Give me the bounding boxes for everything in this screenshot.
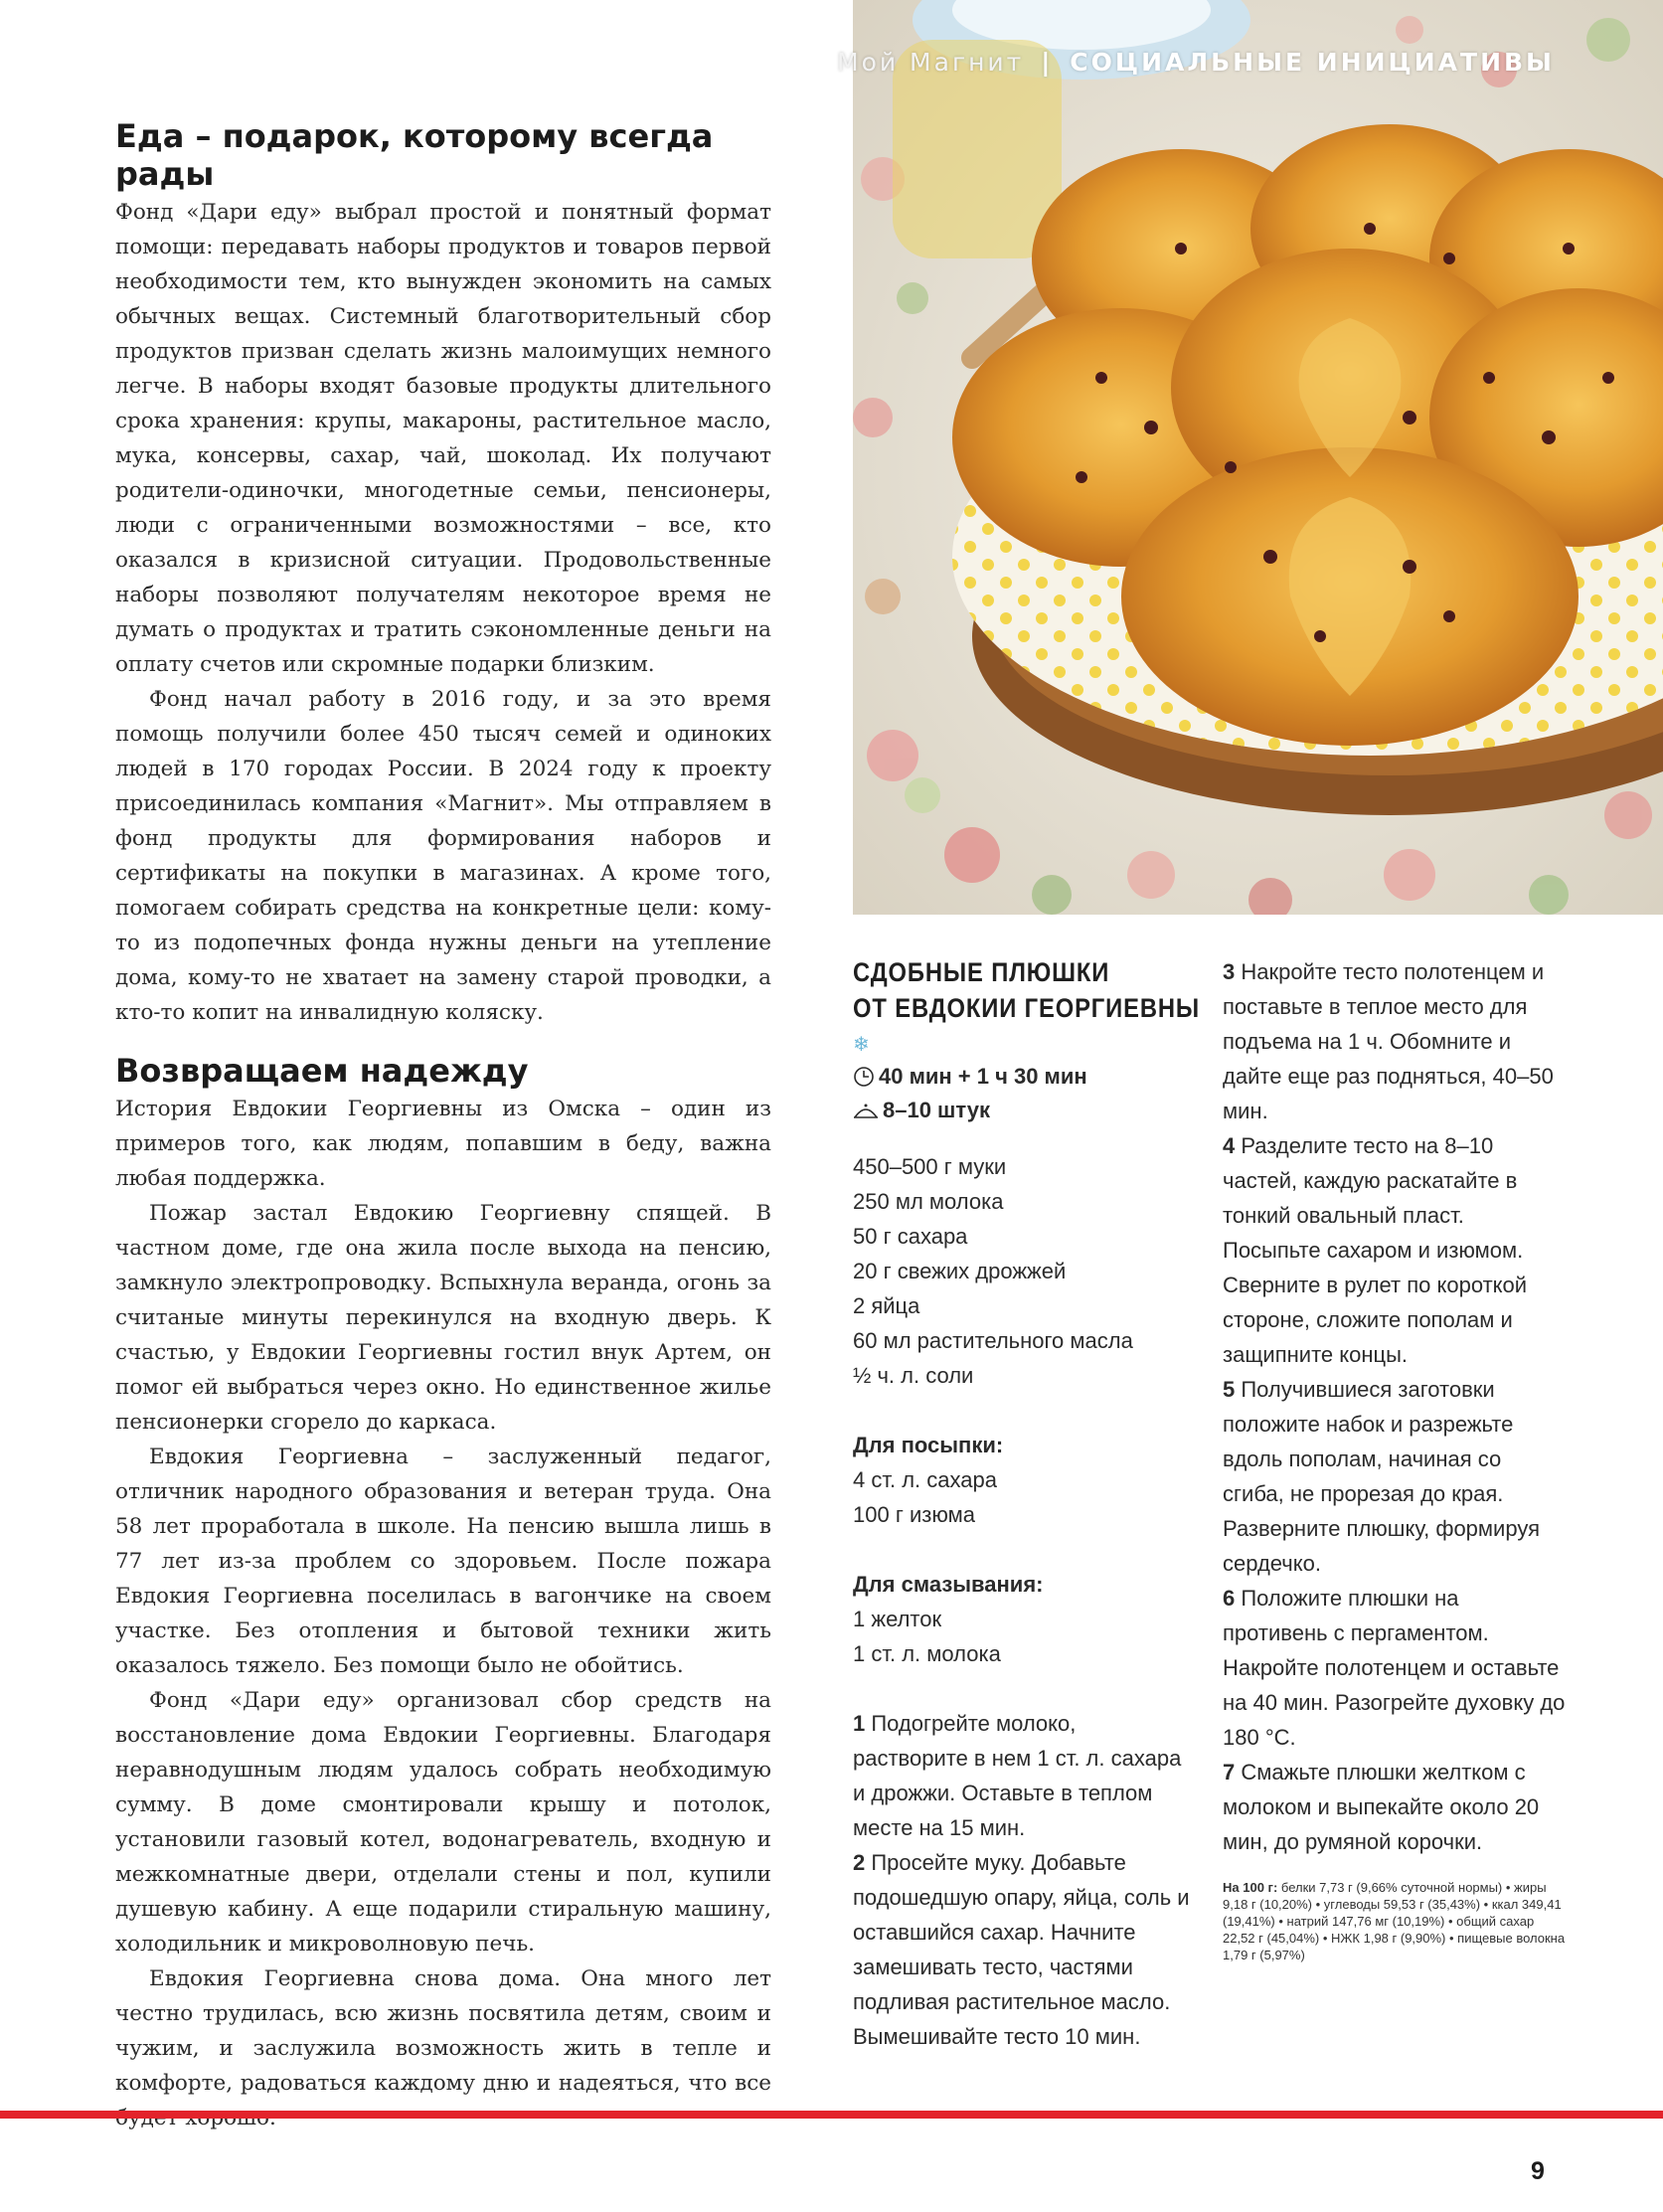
recipe-step: 7 Смажьте плюшки желтком с молоком и выпекайте около 20 мин, до румяной корочки.: [1223, 1760, 1540, 1854]
recipe-column-1: [853, 954, 1201, 2054]
snowflake-icon: ❄: [853, 1034, 870, 1056]
ingredient: 450–500 г муки: [853, 1154, 1007, 1179]
article-paragraph: Пожар застал Евдокию Георгиевну спящей. В частном доме, где она жила после выхода на пенсию, замкнуло электропроводку. Вспыхнула веранда, огонь за считаные минуты перекинулся на входную дверь. К счастью, у Евдокии Георгиевны гостил внук Артем, он помог ей выбраться через окно. Но единственное жилье пенсионерки сгорело до каркаса.: [115, 1201, 771, 1435]
article-paragraph: Фонд «Дари еду» выбрал простой и понятный формат помощи: передавать наборы продуктов и товаров первой необходимости тем, кто вынужден экономить на самых обычных вещах. Системный благотворительный сбор продуктов призван сделать жизнь малоимущих немного легче. В наборы входят базовые продукты длительного срока хранения: крупы, макароны, растительное масло, мука, консервы, сахар, чай, шоколад. Их получают родители-одиночки, многодетные семьи, пенсионеры, люди с ограниченными возможностями – все, кто оказался в кризисной ситуации. Продовольственные наборы позволяют получателям некоторое время не думать о продуктах и тратить сэкономленные деньги на оплату счетов или скромные подарки близким.: [115, 200, 771, 677]
ingredient: 2 яйца: [853, 1293, 920, 1318]
nutrition-info: [1223, 1879, 1566, 1963]
recipe-steps-part-1: [853, 1706, 1196, 2054]
glaze-heading: Для смазывания:: [853, 1572, 1044, 1597]
servings-value: 8–10 штук: [883, 1098, 990, 1122]
nutrition-label: На 100 г:: [1223, 1880, 1278, 1895]
magazine-brand: Мой Магнит: [837, 48, 1025, 77]
ingredient: 20 г свежих дрожжей: [853, 1259, 1067, 1283]
ingredient: ½ ч. л. соли: [853, 1363, 974, 1388]
ingredients-list: [853, 1149, 1196, 1393]
cook-time-value: 40 мин + 1 ч 30 мин: [879, 1064, 1087, 1089]
topping-item: 4 ст. л. сахара: [853, 1467, 997, 1492]
article-column: [115, 117, 771, 2135]
article-paragraph: Евдокия Георгиевна снова дома. Она много лет честно трудилась, всю жизнь посвятила детям, своим и чужим, и заслужила возможность жить в тепле и комфорте, радоваться каждому дню и надеяться, что все: [115, 1966, 771, 2096]
recipe-step: 5 Получившиеся заготовки положите набок и разрежьте вдоль пополам, начиная со сгиба, не прорезая до края. Разверните плюшку, формируя сердечко.: [1223, 1377, 1540, 1576]
servings: [853, 1094, 1196, 1127]
recipe-title-line-1: СДОБНЫЕ ПЛЮШКИ: [853, 957, 1110, 987]
article-paragraph: Фонд «Дари еду» организовал сбор средств на восстановление дома Евдокии Георгиевны. Благодаря неравнодушным людям удалось собрать необходимую сумму. В доме смонтировали крышу и потолок, установили газовый котел, водонагреватель, входную и межкомнатные двери, отделали стены и пол, купили душевую кабину. А еще подарили стиральную машину, холодильник и микроволновую печь.: [115, 1688, 771, 1957]
topping-item: 100 г изюма: [853, 1502, 975, 1527]
glaze-item: 1 ст. л. молока: [853, 1641, 1001, 1666]
cook-time: [853, 1060, 1196, 1094]
article-heading-1: Еда – подарок, которому всегда рады: [115, 117, 714, 193]
article-paragraph: Фонд начал работу в 2016 году, и за это время помощь получили более 450 тысяч семей и одиноких людей в 170 городах России. В 2024 году к проекту присоединилась компания «Магнит». Мы отправляем в фонд продукты для формирования наборов и сертификаты на покупки в магазинах. А кроме того, помогаем собирать средства на конкретные цели: кому-то из подопечных фонда нужны деньги на утепление дома, кому-то не хватает на замену старой проводки, а кто-то копит на инвалидную коляску.: [115, 687, 771, 1025]
article-paragraph: Евдокия Георгиевна – заслуженный педагог, отличник народного образования и ветеран труда. Она 58 лет проработала в школе. На пенсию вышла лишь в 77 лет из-за проблем со здоровьем. После пожара Евдокия Георгиевна поселилась в вагончике на своем участке. Без отопления и бытовой техники жить оказалось тяжело. Без помощи было не обойтись.: [115, 1445, 771, 1678]
recipe-step: 3 Накройте тесто полотенцем и поставьте в теплое место для подъема на 1 ч. Обомните и дайте еще раз подняться, 40–50 мин.: [1223, 959, 1554, 1123]
nutrition-text: белки 7,73 г (9,66% суточной нормы) • жиры 9,18 г (10,20%) • углеводы 59,53 г (35,43%) • ккал 349,41 (19,41%) • натрий 147,76 мг (10,19%) • общий сахар 22,52 г (45,04%) • НЖК 1,98 г (9,90%) • пищевые волокна 1,79 г (5,97%): [1223, 1880, 1566, 1962]
ingredient: 60 мл растительного масла: [853, 1328, 1133, 1353]
servings-icon: [853, 1100, 879, 1121]
ingredient: 250 мл молока: [853, 1189, 1004, 1214]
recipe-step: 6 Положите плюшки на противень с пергаментом. Накройте полотенцем и оставьте на 40 мин. Разогрейте духовку до 180 °С.: [1223, 1586, 1566, 1750]
page-header: [837, 48, 1553, 77]
header-separator: |: [1041, 48, 1054, 77]
food-photo: [853, 0, 1663, 915]
page-number: 9: [1531, 2157, 1545, 2185]
article-paragraph: История Евдокии Георгиевны из Омска – один из примеров того, как людям, попавшим в беду, важна любая поддержка.: [115, 1097, 771, 1191]
footer-rule: [0, 2111, 1663, 2119]
article-heading-2: Возвращаем надежду: [115, 1052, 529, 1090]
recipe-title-line-2: ОТ ЕВДОКИИ ГЕОРГИЕВНЫ: [853, 993, 1201, 1023]
section-title: СОЦИАЛЬНЫЕ ИНИЦИАТИВЫ: [1070, 48, 1555, 77]
glaze-item: 1 желток: [853, 1607, 942, 1631]
recipe-step: 1 Подогрейте молоко, растворите в нем 1 ст. л. сахара и дрожжи. Оставьте в теплом месте на 15 мин.: [853, 1711, 1182, 1840]
recipe-title: [853, 954, 1201, 1026]
recipe-column-2: [1223, 954, 1566, 1963]
recipe-step: 4 Разделите тесто на 8–10 частей, каждую раскатайте в тонкий овальный пласт. Посыпьте сахаром и изюмом. Сверните в рулет по короткой стороне, сложите пополам и защипните концы.: [1223, 1133, 1528, 1367]
recipe-step: 2 Просейте муку. Добавьте подошедшую опару, яйца, соль и оставшийся сахар. Начните замешивать тесто, частями подливая растительное масло. Вымешивайте тесто 10 мин.: [853, 1850, 1190, 2049]
clock-icon: [853, 1066, 875, 1088]
topping-heading: Для посыпки:: [853, 1433, 1004, 1457]
ingredient: 50 г сахара: [853, 1224, 968, 1249]
